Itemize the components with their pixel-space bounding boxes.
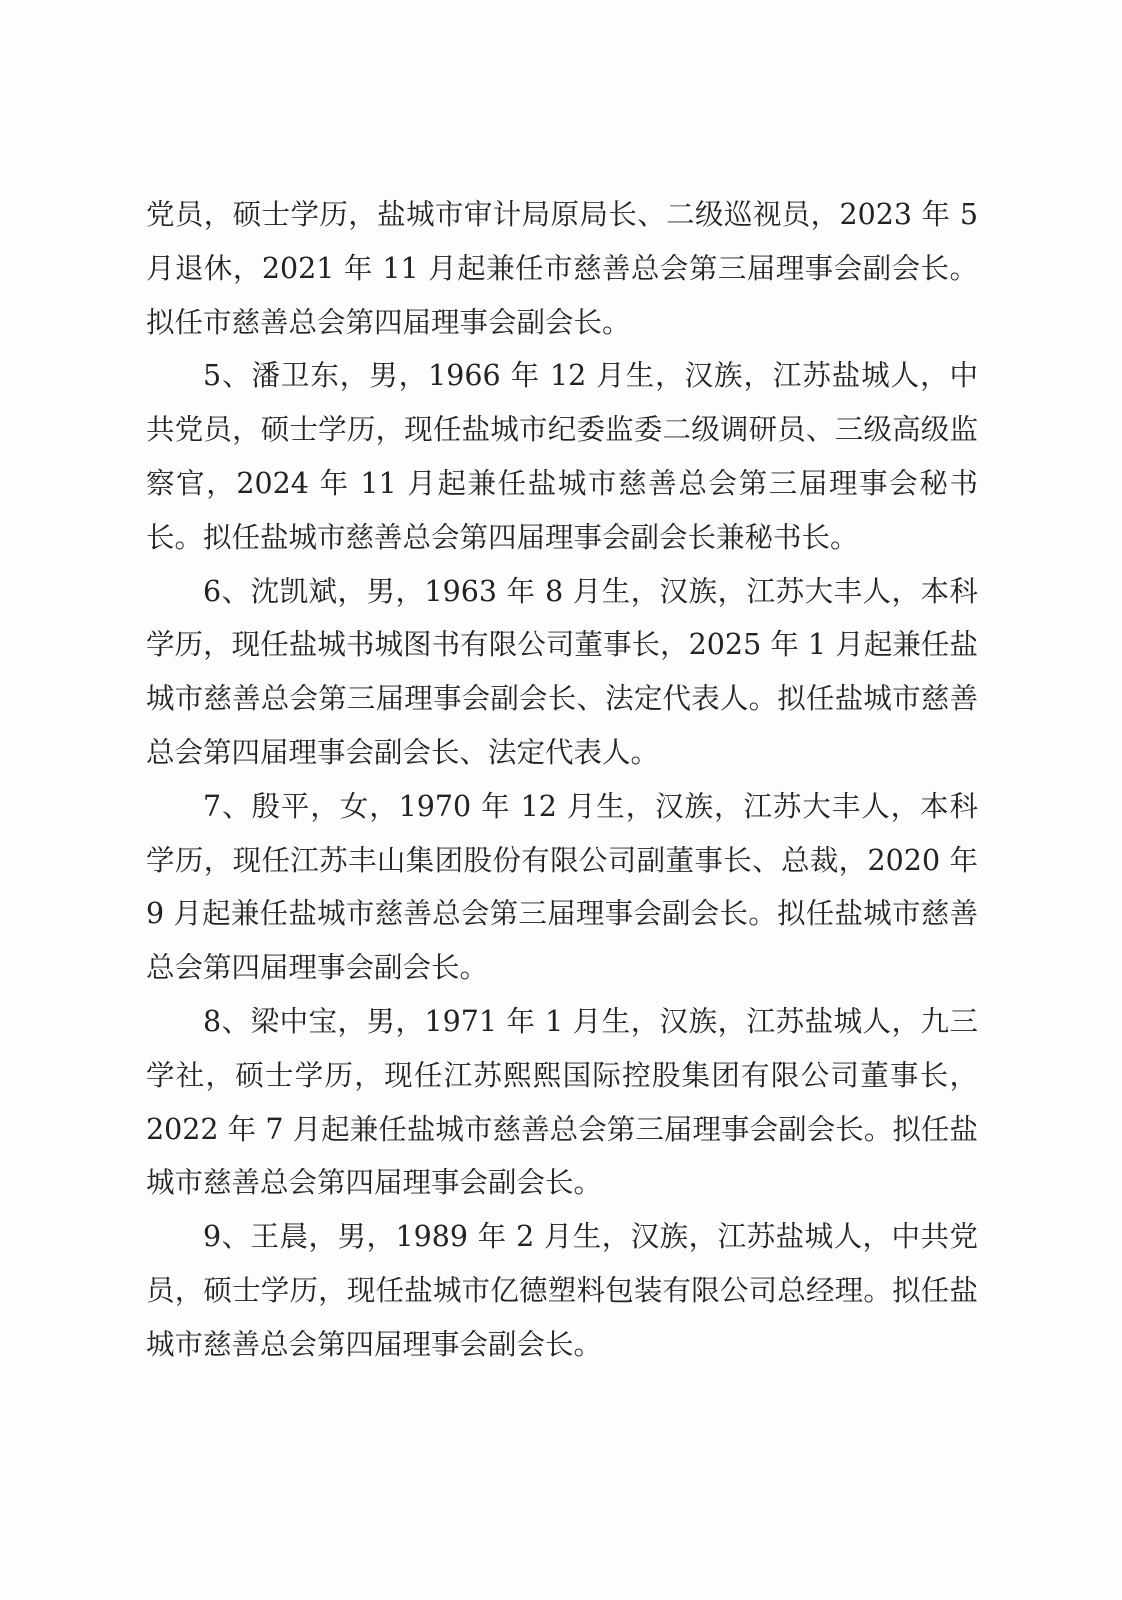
paragraph-item-7: 7、殷平，女，1970 年 12 月生，汉族，江苏大丰人，本科学历，现任江苏丰山集团股份有限公司副董事长、总裁，2020 年 9 月起兼任盐城市慈善总会第三届理事会副会长。拟任盐城市慈善总会第四届理事会副会长。	[146, 789, 978, 985]
paragraph-item-8: 8、梁中宝，男，1971 年 1 月生，汉族，江苏盐城人，九三学社，硕士学历，现任江苏熙熙国际控股集团有限公司董事长，2022 年 7 月起兼任盐城市慈善总会第三届理事会副会长。拟任盐城市慈善总会第四届理事会副会长。	[146, 1004, 978, 1200]
paragraph-continuation: 党员，硕士学历，盐城市审计局原局长、二级巡视员，2023 年 5 月退休，2021 年 11 月起兼任市慈善总会第三届理事会副会长。拟任市慈善总会第四届理事会副会长。	[146, 198, 978, 339]
document-body	[146, 188, 978, 1372]
paragraph-item-5: 5、潘卫东，男，1966 年 12 月生，汉族，江苏盐城人，中共党员，硕士学历，现任盐城市纪委监委二级调研员、三级高级监察官，2024 年 11 月起兼任盐城市慈善总会第三届理事会秘书长。拟任盐城市慈善总会第四届理事会副会长兼秘书长。	[146, 359, 978, 554]
paragraph-item-6: 6、沈凯斌，男，1963 年 8 月生，汉族，江苏大丰人，本科学历，现任盐城书城图书有限公司董事长，2025 年 1 月起兼任盐城市慈善总会第三届理事会副会长、法定代表人。拟任盐城市慈善总会第四届理事会副会长、法定代表人。	[146, 574, 978, 769]
paragraph-item-9: 9、王晨，男，1989 年 2 月生，汉族，江苏盐城人，中共党员，硕士学历，现任盐城市亿德塑料包装有限公司总经理。拟任盐城市慈善总会第四届理事会副会长。	[146, 1220, 978, 1361]
